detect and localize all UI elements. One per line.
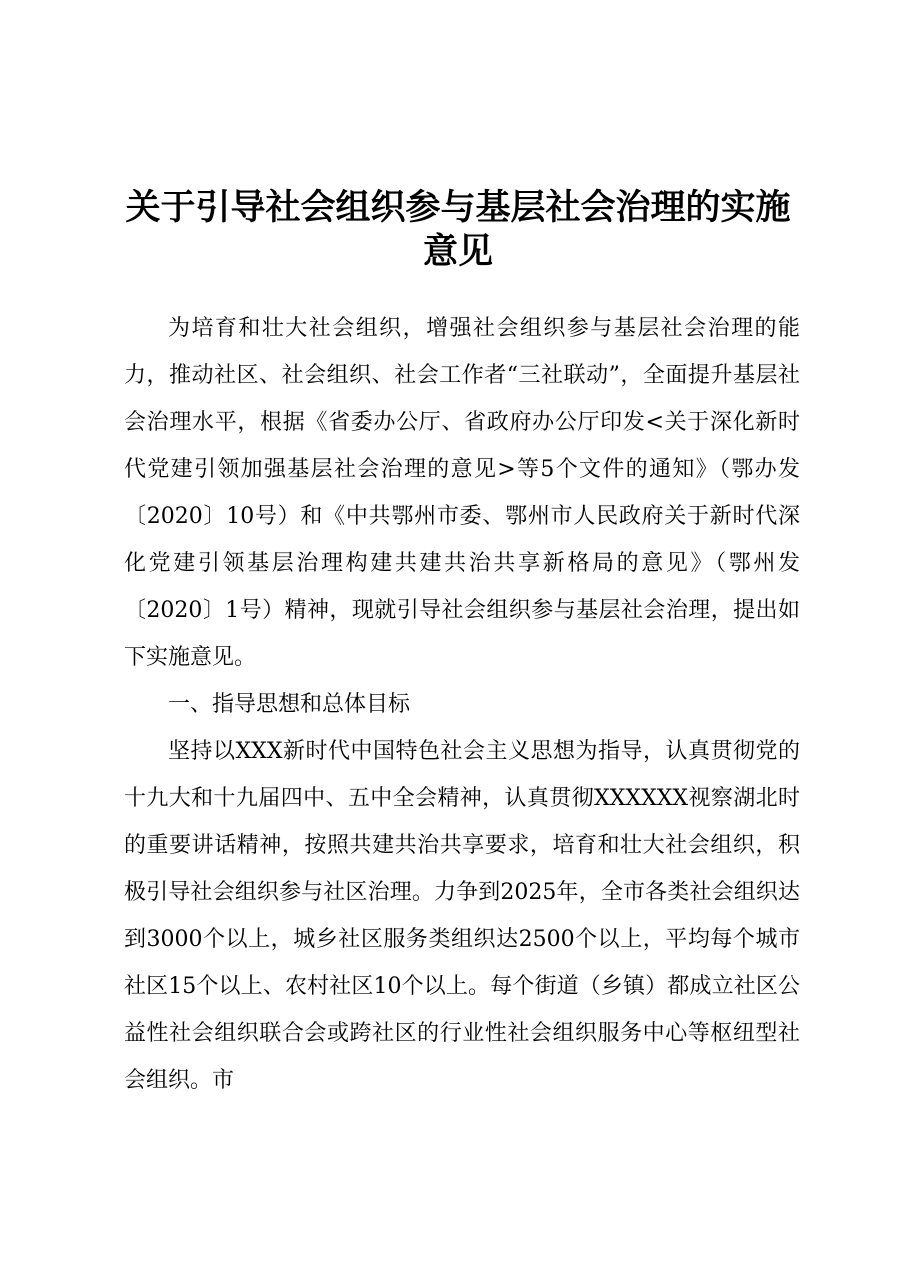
- section-heading: 一、指导思想和总体目标: [168, 692, 411, 717]
- document-title: 关于引导社会组织参与基层社会治理的实施意见: [125, 187, 791, 272]
- document-body: [124, 305, 800, 1104]
- body-paragraph: 坚持以XXX新时代中国特色社会主义思想为指导，认真贯彻党的十九大和十九届四中、五中全会精神，认真贯彻XXXXXX视察湖北时的重要讲话精神，按照共建共治共享要求，培育和壮大社会组织，积极引导社会组织参与社区治理。力争到2025年，全市各类社会组织达到3000个以上，城乡社区服务类组织达2500个以上，平均每个城市社区15个以上、农村社区10个以上。每个街道（乡镇）都成立社区公益性社会组织联合会或跨社区的行业性社会组织服务中心等枢纽型社会组织。市: [124, 739, 800, 1093]
- intro-paragraph: 为培育和壮大社会组织，增强社会组织参与基层社会治理的能力，推动社区、社会组织、社会工作者“三社联动”，全面提升基层社会治理水平，根据《省委办公厅、省政府办公厅印发<关于深化新时代党建引领加强基层社会治理的意见>等5个文件的通知》（鄂办发〔2020〕10号）和《中共鄂州市委、鄂州市人民政府关于新时代深化党建引领基层治理构建共建共治共享新格局的意见》（鄂州发〔2020〕1号）精神，现就引导社会组织参与基层社会治理，提出如下实施意见。: [124, 316, 801, 670]
